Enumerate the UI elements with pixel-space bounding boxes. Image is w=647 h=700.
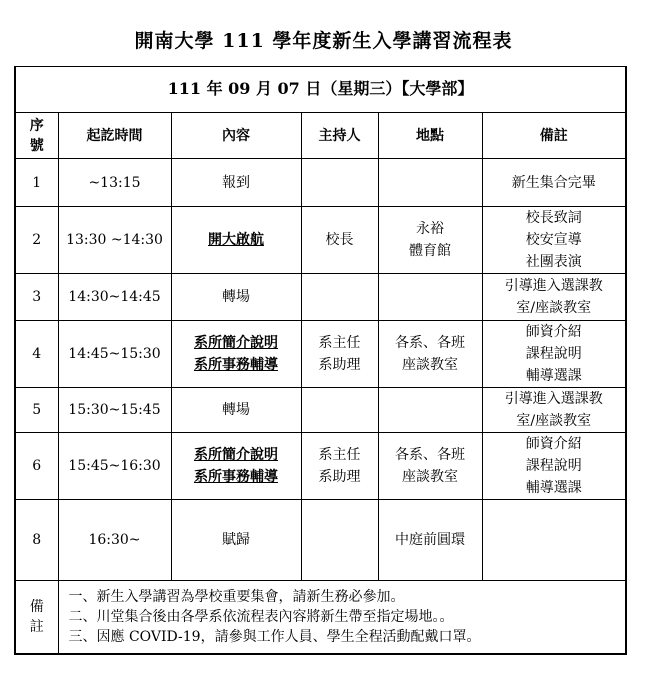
cell-line: 轉場 [222,402,250,418]
date-text: 111 年 09 月 07 日（星期三）【 [167,79,410,98]
cell-line: 校長致詞 [525,210,582,226]
cell-content [171,500,301,581]
cell-time: 13:30 ~14:30 [58,207,171,274]
note-line: 二、川堂集合後由各學系依流程表內容將新生帶至指定場地。。 [68,608,454,625]
cell-line: 座談教室 [402,357,458,373]
cell-no: 8 [15,500,58,581]
note-line: 三、因應 COVID-19，請參與工作人員、學生全程活動配戴口罩。 [68,628,481,645]
cell-line: 系所簡介說明 [194,447,278,463]
cell-line: 校長 [325,232,354,248]
cell-no: 1 [15,159,58,207]
cell-place [378,388,482,433]
cell-line: 座談教室 [402,469,458,485]
cell-time: 15:45~16:30 [58,433,171,500]
notes-label-char: 備 [29,598,44,615]
notes-row [15,581,626,654]
cell-place [378,207,482,274]
cell-host [301,433,378,500]
cell-remarks [482,500,626,581]
cell-line: 報到 [222,174,250,191]
table-row [15,274,626,321]
cell-time: 14:45~15:30 [58,321,171,388]
cell-no: 6 [15,433,58,500]
cell-line: 系主任 [318,335,361,351]
page-title: 開南大學 111 學年度新生入學講習流程表 [134,30,513,52]
note-line: 一、新生入學講習為學校重要集會，請新生務必參加。 [68,588,405,605]
table-row [15,321,626,388]
cell-line: 系所簡介說明 [194,335,278,351]
table-row [15,159,626,207]
cell-line: 系所事務輔導 [194,469,278,485]
notes-content [58,581,626,654]
cell-place [378,159,482,207]
cell-no: 2 [15,207,58,274]
cell-content [171,159,301,207]
cell-line: 系助理 [318,469,361,485]
cell-line: 開大啟航 [208,232,264,248]
cell-host [301,207,378,274]
department-highlight: 大學部 [409,79,458,98]
date-close-bracket: 】 [457,79,474,98]
schedule-table [14,66,627,655]
header-time: 起訖時間 [58,113,171,159]
cell-line: 永裕 [416,221,444,237]
cell-line: 輔導選課 [525,368,582,384]
cell-place [378,321,482,388]
header-host: 主持人 [301,113,378,159]
cell-line: 體育館 [409,243,451,259]
cell-content [171,321,301,388]
cell-time: 15:30~15:45 [58,388,171,433]
cell-place [378,433,482,500]
cell-line: 各系、各班 [395,335,465,351]
cell-host [301,274,378,321]
cell-line: 社團表演 [525,254,582,270]
cell-time: ~13:15 [58,159,171,207]
cell-remarks [482,388,626,433]
cell-line: 系主任 [318,447,361,463]
cell-time: 16:30~ [58,500,171,581]
header-remarks: 備註 [482,113,626,159]
cell-remarks [482,321,626,388]
table-row [15,388,626,433]
cell-line: 引導進入選課教 [504,278,603,294]
header-no: 序 號 [15,113,58,159]
table-row [15,433,626,500]
header-row [15,113,626,159]
cell-line: 中庭前圓環 [395,532,465,548]
cell-line: 轉場 [222,289,250,305]
cell-line: 課程說明 [525,346,582,362]
header-content: 內容 [171,113,301,159]
cell-remarks [482,433,626,500]
notes-label-char: 註 [29,618,44,635]
cell-line: 課程說明 [525,458,582,474]
cell-place [378,274,482,321]
table-row [15,500,626,581]
cell-host [301,159,378,207]
cell-line: 系所事務輔導 [194,357,278,373]
cell-content [171,207,301,274]
cell-host [301,388,378,433]
cell-line: 輔導選課 [525,480,582,496]
cell-remarks [482,274,626,321]
table-row [15,207,626,274]
cell-remarks [482,159,626,207]
header-place: 地點 [378,113,482,159]
date-cell [15,67,626,113]
cell-host [301,321,378,388]
cell-line: 師資介紹 [525,324,582,340]
cell-content [171,274,301,321]
cell-line: 系助理 [318,357,361,373]
cell-line: 室/座談教室 [516,413,592,429]
cell-content [171,433,301,500]
cell-place [378,500,482,581]
cell-no: 3 [15,274,58,321]
cell-line: 校安宣導 [525,232,582,248]
cell-no: 5 [15,388,58,433]
cell-host [301,500,378,581]
cell-remarks [482,207,626,274]
cell-line: 新生集合完畢 [511,174,596,191]
cell-line: 引導進入選課教 [504,391,603,407]
cell-content [171,388,301,433]
cell-time: 14:30~14:45 [58,274,171,321]
cell-line: 室/座談教室 [516,300,592,316]
notes-label [15,581,58,654]
cell-line: 各系、各班 [395,447,465,463]
cell-line: 師資介紹 [525,436,582,452]
cell-no: 4 [15,321,58,388]
cell-line: 賦歸 [222,532,250,548]
date-row [15,67,626,113]
